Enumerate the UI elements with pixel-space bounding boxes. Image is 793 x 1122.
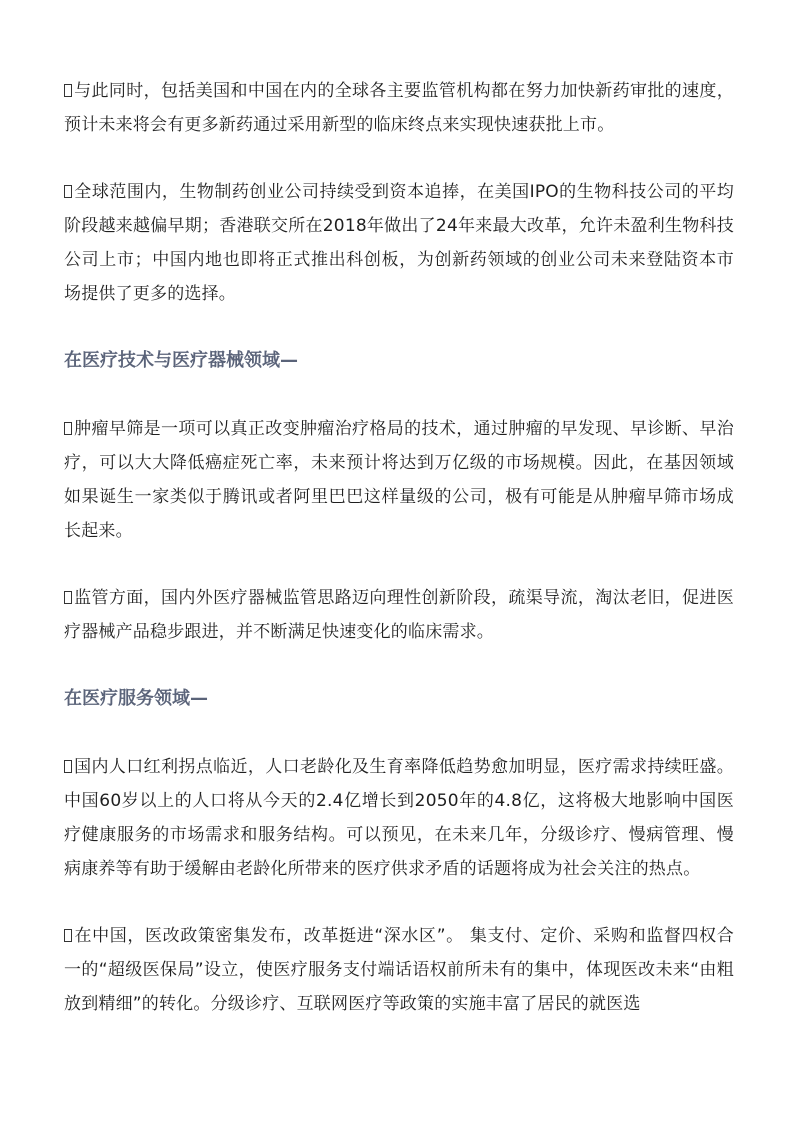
paragraph-text: 与此同时，包括美国和中国在内的全球各主要监管机构都在努力加快新药审批的速度，预计未来将会有更多新药通过采用新型的临床终点来实现快速获批上市。 [64, 81, 734, 135]
bullet-glyph [64, 929, 72, 942]
paragraph-text: 监管方面，国内外医疗器械监管思路迈向理性创新阶段，疏渠导流，淘汰老旧，促进医疗器械产品稳步跟进，并不断满足快速变化的临床需求。 [64, 588, 734, 642]
bullet-glyph [64, 760, 72, 773]
paragraph-biotech-capital [64, 175, 734, 311]
document-body [64, 74, 734, 1021]
paragraph-new-drug-approval [64, 74, 734, 142]
paragraph-text: 国内人口红利拐点临近，人口老龄化及生育率降低趋势愈加明显，医疗需求持续旺盛。中国60岁以上的人口将从今天的2.4亿增长到2050年的4.8亿，这将极大地影响中国医疗健康服务的市场需求和服务结构。可以预见，在未来几年，分级诊疗、慢病管理、慢病康养等有助于缓解由老龄化所带来的医疗供求矛盾的话题将成为社会关注的热点。 [64, 757, 734, 879]
section-heading-medical-services: 在医疗服务领域— [64, 688, 208, 709]
bullet-glyph [64, 591, 72, 604]
bullet-glyph [64, 422, 72, 435]
section-heading-medical-devices: 在医疗技术与医疗器械领域— [64, 350, 298, 371]
paragraph-text: 肿瘤早筛是一项可以真正改变肿瘤治疗格局的技术，通过肿瘤的早发现、早诊断、早治疗，可以大大降低癌症死亡率，未来预计将达到万亿级的市场规模。因此，在基因领域如果诞生一家类似于腾讯或者阿里巴巴这样量级的公司，极有可能是从肿瘤早筛市场成长起来。 [64, 419, 734, 541]
paragraph-text: 在中国，医改政策密集发布，改革挺进“深水区”。 集支付、定价、采购和监督四权合一的“超级医保局”设立，使医疗服务支付端话语权前所未有的集中，体现医改未来“由粗放到精细”的转化。分级诊疗、互联网医疗等政策的实施丰富了居民的就医选 [64, 926, 734, 1014]
paragraph-tumor-screening [64, 412, 734, 548]
bullet-glyph [64, 84, 72, 97]
paragraph-text: 全球范围内，生物制药创业公司持续受到资本追捧，在美国IPO的生物科技公司的平均阶段越来越偏早期；香港联交所在2018年做出了24年来最大改革，允许未盈利生物科技公司上市；中国内地也即将正式推出科创板，为创新药领域的创业公司未来登陆资本市场提供了更多的选择。 [64, 182, 734, 304]
bullet-glyph [64, 185, 72, 198]
paragraph-aging-population [64, 750, 734, 886]
paragraph-healthcare-reform [64, 919, 734, 1021]
paragraph-device-regulation [64, 581, 734, 649]
